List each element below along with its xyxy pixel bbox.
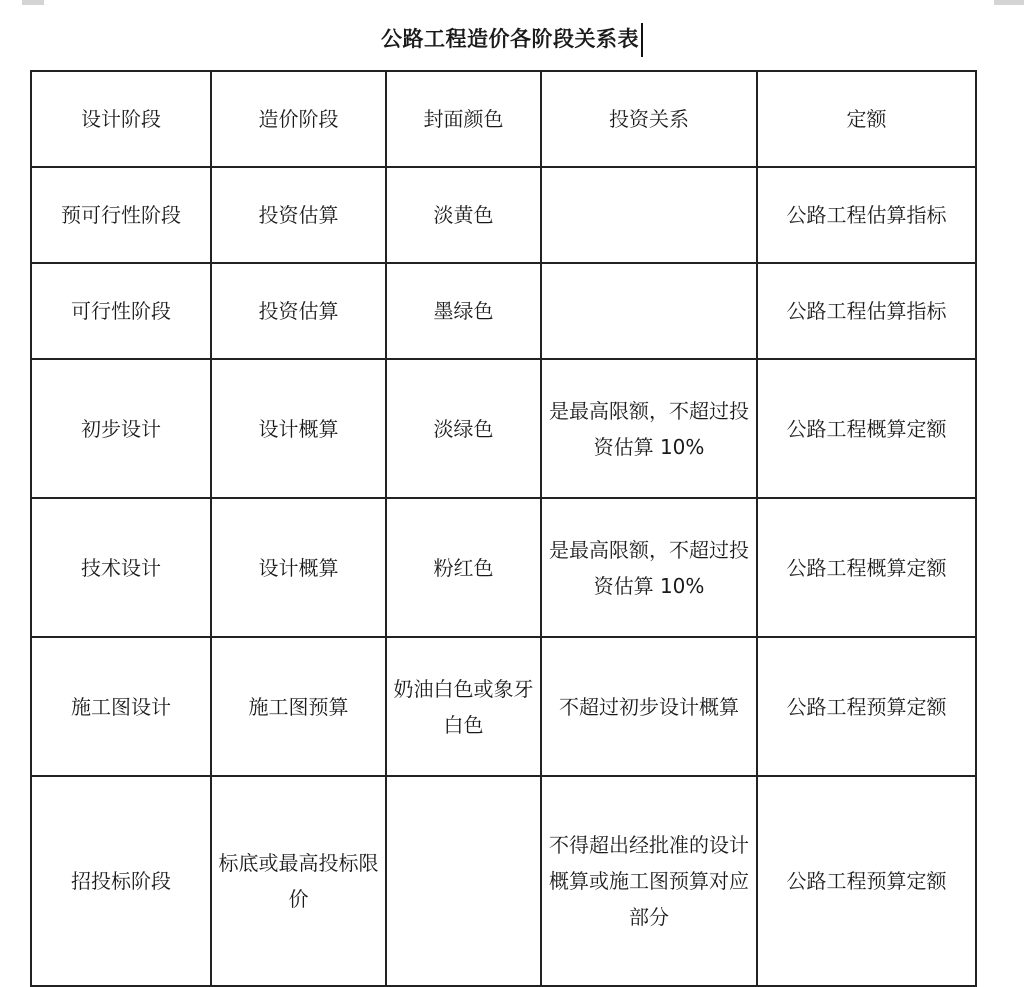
table-cell[interactable]: 不超过初步设计概算 bbox=[541, 637, 757, 776]
table-row bbox=[31, 359, 976, 498]
table-cell[interactable]: 施工图预算 bbox=[211, 637, 386, 776]
table-cell[interactable]: 预可行性阶段 bbox=[31, 167, 211, 263]
table-row bbox=[31, 167, 976, 263]
table-cell[interactable]: 投资估算 bbox=[211, 263, 386, 359]
table-row bbox=[31, 498, 976, 637]
table-cell[interactable]: 初步设计 bbox=[31, 359, 211, 498]
cost-stage-table bbox=[30, 70, 977, 987]
table-cell[interactable]: 投资估算 bbox=[211, 167, 386, 263]
table-cell[interactable]: 可行性阶段 bbox=[31, 263, 211, 359]
header-cell-cover-color[interactable]: 封面颜色 bbox=[386, 71, 541, 167]
document-title[interactable] bbox=[0, 20, 1024, 58]
table-cell[interactable]: 墨绿色 bbox=[386, 263, 541, 359]
table-cell[interactable] bbox=[386, 776, 541, 986]
table-header-row bbox=[31, 71, 976, 167]
document-title-text[interactable]: 公路工程造价各阶段关系表 bbox=[381, 27, 639, 51]
table-cell[interactable]: 公路工程概算定额 bbox=[757, 498, 976, 637]
table-cell[interactable]: 设计概算 bbox=[211, 359, 386, 498]
table-cell[interactable] bbox=[541, 263, 757, 359]
table-cell[interactable]: 是最高限额，不超过投资估算 10% bbox=[541, 359, 757, 498]
table-cell[interactable]: 公路工程预算定额 bbox=[757, 776, 976, 986]
page-corner-mark-left bbox=[22, 0, 44, 5]
table-cell[interactable]: 公路工程估算指标 bbox=[757, 167, 976, 263]
table-row bbox=[31, 263, 976, 359]
table-row bbox=[31, 637, 976, 776]
table-cell[interactable]: 不得超出经批准的设计概算或施工图预算对应部分 bbox=[541, 776, 757, 986]
table-row bbox=[31, 776, 976, 986]
table-cell[interactable]: 淡绿色 bbox=[386, 359, 541, 498]
table-cell[interactable]: 标底或最高投标限价 bbox=[211, 776, 386, 986]
text-cursor bbox=[641, 23, 643, 57]
header-cell-quota[interactable]: 定额 bbox=[757, 71, 976, 167]
table-cell[interactable]: 设计概算 bbox=[211, 498, 386, 637]
table-cell[interactable]: 技术设计 bbox=[31, 498, 211, 637]
header-cell-investment-relation[interactable]: 投资关系 bbox=[541, 71, 757, 167]
table-cell[interactable]: 淡黄色 bbox=[386, 167, 541, 263]
table-cell[interactable]: 招投标阶段 bbox=[31, 776, 211, 986]
table-cell[interactable]: 是最高限额，不超过投资估算 10% bbox=[541, 498, 757, 637]
header-cell-design-stage[interactable]: 设计阶段 bbox=[31, 71, 211, 167]
table-cell[interactable]: 粉红色 bbox=[386, 498, 541, 637]
table-cell[interactable]: 施工图设计 bbox=[31, 637, 211, 776]
table-cell[interactable]: 公路工程估算指标 bbox=[757, 263, 976, 359]
table-cell[interactable]: 公路工程概算定额 bbox=[757, 359, 976, 498]
page-corner-mark-right bbox=[994, 0, 1024, 5]
table-cell[interactable]: 奶油白色或象牙白色 bbox=[386, 637, 541, 776]
header-cell-cost-stage[interactable]: 造价阶段 bbox=[211, 71, 386, 167]
table-cell[interactable] bbox=[541, 167, 757, 263]
table-cell[interactable]: 公路工程预算定额 bbox=[757, 637, 976, 776]
